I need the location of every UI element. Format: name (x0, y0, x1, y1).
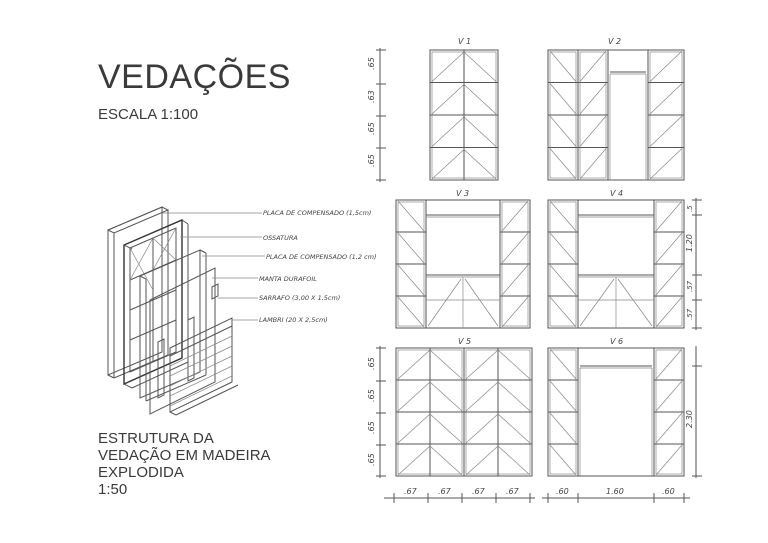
dim-tl-2: .63 (367, 90, 376, 103)
panels-layer (396, 50, 684, 476)
dim-b-1: .67 (404, 487, 417, 496)
panel-label-v6: V 6 (610, 337, 624, 346)
scale-label: ESCALA 1:100 (98, 106, 199, 123)
dim-b-7: .60 (662, 487, 675, 496)
dim-b-2: .67 (438, 487, 451, 496)
label-placa-compensado-12: PLACA DE COMPENSADO (1,2 cm) (266, 253, 377, 261)
dim-b-6: 1.60 (606, 487, 624, 496)
dim-bl-2: .65 (367, 389, 376, 402)
dim-b-5: .60 (556, 487, 569, 496)
label-manta-duratoil: MANTA DURAFOIL (259, 275, 317, 283)
dim-tl-1: .65 (367, 57, 376, 70)
panel-label-v1: V 1 (458, 37, 472, 46)
dim-mr-3: .57 (686, 280, 694, 292)
page-title: VEDAÇÕES (98, 58, 291, 96)
label-lambri: LAMBRI (20 X 2,5cm) (259, 316, 328, 324)
caption-line-3: EXPLODIDA (98, 464, 184, 481)
caption-line-1: ESTRUTURA DA (98, 430, 214, 447)
panel-label-v2: V 2 (608, 37, 622, 46)
dim-tl-3: .65 (367, 122, 376, 135)
dim-br-1: 2.30 (685, 410, 694, 428)
label-placa-compensado-15: PLACA DE COMPENSADO (1,5cm) (263, 209, 372, 217)
dim-b-4: .67 (506, 487, 519, 496)
panel-label-v5: V 5 (458, 337, 472, 346)
panel-label-v3: V 3 (456, 189, 470, 198)
dim-mr-4: .57 (686, 308, 694, 320)
panel-label-v4: V 4 (610, 189, 624, 198)
caption-line-2: VEDAÇÃO EM MADEIRA (98, 447, 271, 464)
caption-line-4: 1:50 (98, 481, 128, 498)
dim-bl-3: .65 (367, 421, 376, 434)
dim-tl-4: .65 (367, 154, 376, 167)
dim-mr-1: .5 (686, 205, 694, 212)
dim-bl-1: .65 (367, 357, 376, 370)
label-sarrafo: SARRAFO (3,00 X 1,5cm) (259, 294, 341, 302)
dim-mr-2: 1.20 (685, 234, 694, 252)
label-ossatura: OSSATURA (263, 234, 298, 242)
exploded-wall-drawing (108, 207, 265, 415)
dim-bl-4: .65 (367, 453, 376, 466)
dim-b-3: .67 (472, 487, 485, 496)
